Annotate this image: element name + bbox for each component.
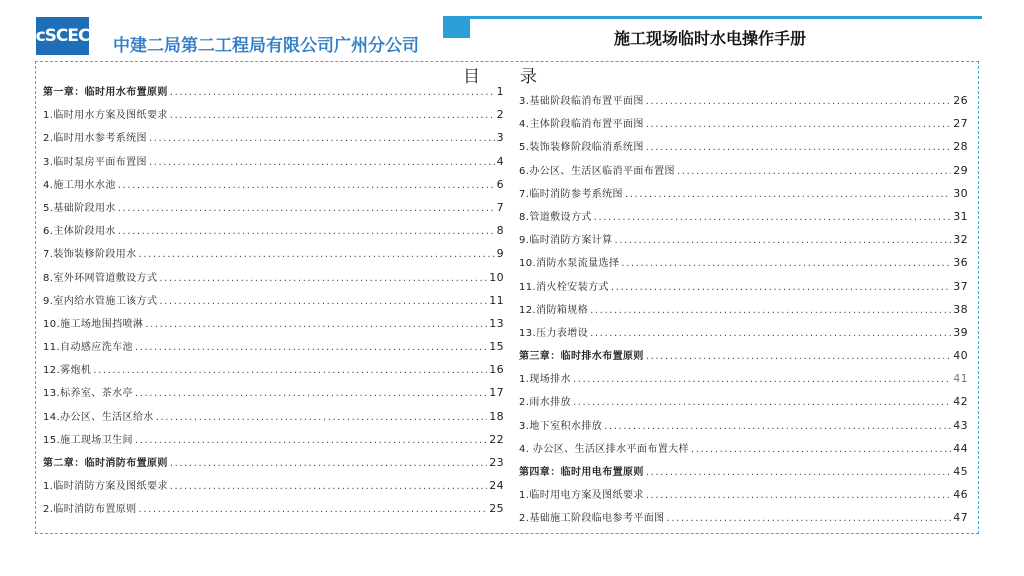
- toc-page-number: 31: [953, 209, 968, 223]
- toc-page-number: 40: [953, 349, 968, 363]
- toc-entry[interactable]: [43, 222, 504, 245]
- toc-entry[interactable]: [519, 208, 968, 231]
- toc-entry[interactable]: [519, 185, 968, 208]
- toc-page-number: 17: [489, 386, 504, 400]
- header-accent-line: [470, 16, 982, 19]
- toc-dot-leader: [170, 458, 487, 469]
- toc-page-number: 46: [953, 488, 968, 502]
- toc-entry-title: 2.临时消防布置原则: [43, 504, 137, 516]
- toc-entry[interactable]: [519, 162, 968, 185]
- toc-dot-leader: [170, 87, 495, 98]
- toc-dot-leader: [145, 319, 487, 330]
- toc-page-number: 37: [953, 279, 968, 293]
- toc-entry[interactable]: [43, 384, 504, 407]
- toc-entry-title: 1.临时用电方案及图纸要求: [519, 490, 644, 502]
- toc-page-number: 11: [489, 293, 504, 307]
- toc-page-number: 4: [496, 154, 504, 168]
- toc-entry[interactable]: [43, 477, 504, 500]
- toc-page-number: 9: [496, 247, 504, 261]
- toc-dot-leader: [170, 110, 495, 121]
- toc-entry[interactable]: [43, 315, 504, 338]
- toc-entry-title: 3.基础阶段临消布置平面图: [519, 96, 644, 107]
- toc-dot-leader: [118, 180, 495, 191]
- toc-page-number: 16: [489, 363, 504, 377]
- toc-page-number: 7: [496, 200, 504, 214]
- toc-dot-leader: [156, 412, 487, 423]
- toc-dot-leader: [93, 365, 487, 376]
- toc-dot-leader: [118, 203, 495, 214]
- toc-entry-title: 12.消防箱规格: [519, 304, 589, 316]
- toc-page-number: 18: [489, 409, 504, 423]
- toc-entry[interactable]: [519, 486, 968, 509]
- toc-entry[interactable]: [519, 92, 968, 115]
- toc-page-number: 1: [496, 85, 504, 98]
- toc-entry[interactable]: [519, 417, 968, 440]
- toc-entry-title: 4.施工用水水池: [43, 179, 116, 191]
- toc-entry-title: 8.室外环网管道敷设方式: [43, 272, 158, 284]
- toc-entry-title: 3.临时泵房平面布置图: [43, 156, 147, 168]
- toc-right-column: [519, 92, 968, 533]
- toc-page-number: 32: [953, 233, 968, 247]
- toc-entry[interactable]: [43, 245, 504, 268]
- toc-entry[interactable]: [519, 138, 968, 161]
- toc-chapter-entry[interactable]: [519, 463, 968, 486]
- toc-dot-leader: [170, 481, 487, 492]
- company-name: 中建二局第二工程局有限公司广州分公司: [113, 36, 419, 56]
- toc-entry-title: 8.管道敷设方式: [519, 211, 592, 223]
- toc-entry[interactable]: [519, 231, 968, 254]
- toc-page-number: 36: [953, 256, 968, 270]
- toc-page-number: 13: [489, 316, 504, 330]
- toc-page-number: 44: [953, 441, 968, 455]
- toc-dot-leader: [573, 397, 951, 408]
- toc-dot-leader: [646, 490, 951, 501]
- toc-entry[interactable]: [43, 431, 504, 454]
- toc-entry-title: 2.基础施工阶段临电参考平面图: [519, 513, 665, 525]
- toc-entry-title: 6.办公区、生活区临消平面布置图: [519, 165, 675, 177]
- toc-page-number: 23: [489, 456, 504, 469]
- toc-dot-leader: [646, 119, 951, 130]
- toc-dot-leader: [135, 435, 487, 446]
- toc-entry[interactable]: [43, 106, 504, 129]
- toc-entry[interactable]: [43, 129, 504, 152]
- toc-page-number: 27: [953, 117, 968, 131]
- toc-entry-title: 5.装饰装修阶段临消系统图: [519, 142, 644, 154]
- toc-entry[interactable]: [43, 292, 504, 315]
- toc-page-number: 43: [953, 418, 968, 432]
- toc-entry-title: 4. 办公区、生活区排水平面布置大样: [519, 443, 689, 455]
- header-accent-square: [443, 16, 470, 38]
- toc-chapter-entry[interactable]: [43, 83, 504, 106]
- toc-page-number: 24: [489, 479, 504, 493]
- toc-entry[interactable]: [43, 176, 504, 199]
- toc-dot-leader: [646, 351, 951, 362]
- toc-entry-title: 13.压力表增设: [519, 327, 589, 339]
- toc-heading-left: 目: [463, 67, 480, 87]
- toc-entry-title: 13.标养室、茶水亭: [43, 388, 133, 400]
- toc-dot-leader: [135, 388, 487, 399]
- toc-page-number: 3: [496, 131, 504, 145]
- toc-entry[interactable]: [519, 301, 968, 324]
- toc-entry-title: 第三章：临时排水布置原则: [519, 351, 644, 363]
- toc-page-number: 6: [496, 177, 504, 191]
- toc-entry-title: 10.施工场地围挡喷淋: [43, 318, 144, 330]
- toc-dot-leader: [139, 504, 488, 515]
- toc-entry-title: 6.主体阶段用水: [43, 226, 116, 238]
- toc-entry-title: 10.消防水泵流量选择: [519, 258, 620, 270]
- toc-entry[interactable]: [43, 408, 504, 431]
- toc-dot-leader: [590, 305, 951, 316]
- toc-page-number: 29: [953, 163, 968, 177]
- toc-page-number: 30: [953, 186, 968, 200]
- toc-dot-leader: [677, 166, 951, 177]
- toc-entry[interactable]: [43, 338, 504, 361]
- toc-dot-leader: [573, 374, 951, 385]
- toc-entry-title: 12.雾炮机: [43, 365, 92, 377]
- toc-entry-title: 1.现场排水: [519, 374, 571, 386]
- toc-entry-title: 5.基础阶段用水: [43, 202, 116, 214]
- toc-entry[interactable]: [519, 370, 968, 393]
- toc-page-number: 41: [953, 372, 968, 386]
- toc-dot-leader: [118, 226, 495, 237]
- toc-dot-leader: [604, 421, 951, 432]
- toc-dot-leader: [621, 258, 951, 269]
- toc-page-number: 25: [489, 502, 504, 516]
- toc-entry[interactable]: [43, 269, 504, 292]
- toc-entry-title: 9.室内给水管施工该方式: [43, 295, 158, 307]
- toc-entry-title: 9.临时消防方案计算: [519, 235, 613, 247]
- toc-dot-leader: [149, 133, 495, 144]
- toc-entry[interactable]: [519, 278, 968, 301]
- toc-entry[interactable]: [519, 324, 968, 347]
- toc-dot-leader: [667, 513, 952, 524]
- toc-page-number: 38: [953, 302, 968, 316]
- toc-entry-title: 2.雨水排放: [519, 397, 571, 409]
- manual-title: 施工现场临时水电操作手册: [613, 29, 806, 48]
- toc-dot-leader: [691, 444, 951, 455]
- toc-entry[interactable]: [43, 361, 504, 384]
- toc-entry[interactable]: [519, 115, 968, 138]
- toc-entry-title: 7.装饰装修阶段用水: [43, 249, 137, 261]
- toc-page-number: 45: [953, 465, 968, 478]
- toc-page-number: 26: [953, 94, 968, 107]
- toc-dot-leader: [139, 249, 495, 260]
- toc-entry-title: 14.办公区、生活区给水: [43, 411, 154, 423]
- toc-dot-leader: [625, 189, 951, 200]
- toc-entry-title: 11.消火栓安装方式: [519, 281, 609, 293]
- toc-dot-leader: [594, 212, 951, 223]
- toc-entry-title: 2.临时用水参考系统图: [43, 133, 147, 145]
- toc-entry-title: 1.临时消防方案及图纸要求: [43, 481, 168, 493]
- toc-dot-leader: [159, 296, 487, 307]
- toc-entry[interactable]: [519, 440, 968, 463]
- toc-dot-leader: [646, 142, 951, 153]
- toc-entry[interactable]: [519, 254, 968, 277]
- toc-page-number: 28: [953, 140, 968, 154]
- toc-dot-leader: [646, 467, 951, 478]
- toc-left-column: [43, 83, 504, 524]
- toc-page-number: 39: [953, 325, 968, 339]
- toc-chapter-entry[interactable]: [519, 347, 968, 370]
- toc-entry[interactable]: [43, 199, 504, 222]
- toc-dot-leader: [615, 235, 952, 246]
- toc-page-number: 22: [489, 432, 504, 446]
- toc-dot-leader: [611, 282, 951, 293]
- toc-entry-title: 第二章：临时消防布置原则: [43, 458, 168, 469]
- toc-page-number: 2: [496, 108, 504, 122]
- toc-page-number: 42: [953, 395, 968, 409]
- toc-dot-leader: [646, 96, 951, 107]
- toc-dot-leader: [159, 273, 487, 284]
- toc-heading-right: 录: [520, 67, 537, 87]
- toc-entry-title: 4.主体阶段临消布置平面图: [519, 119, 644, 131]
- toc-page-number: 8: [496, 224, 504, 238]
- toc-entry[interactable]: [519, 509, 968, 532]
- toc-entry[interactable]: [43, 500, 504, 523]
- toc-entry[interactable]: [43, 153, 504, 176]
- toc-entry-title: 7.临时消防参考系统图: [519, 188, 623, 200]
- toc-entry-title: 1.临时用水方案及图纸要求: [43, 110, 168, 122]
- toc-entry-title: 11.自动感应洗车池: [43, 342, 133, 354]
- toc-entry[interactable]: [519, 393, 968, 416]
- toc-chapter-entry[interactable]: [43, 454, 504, 477]
- toc-entry-title: 第四章：临时用电布置原则: [519, 467, 644, 478]
- toc-entry-title: 第一章：临时用水布置原则: [43, 87, 168, 98]
- toc-page-number: 10: [489, 270, 504, 284]
- company-logo: cSCEC: [36, 17, 89, 55]
- toc-dot-leader: [590, 328, 951, 339]
- toc-entry-title: 3.地下室积水排放: [519, 420, 603, 432]
- toc-dot-leader: [135, 342, 487, 353]
- toc-entry-title: 15.施工现场卫生间: [43, 434, 133, 446]
- toc-page-number: 47: [953, 511, 968, 525]
- toc-dot-leader: [149, 157, 495, 168]
- toc-page-number: 15: [489, 340, 504, 354]
